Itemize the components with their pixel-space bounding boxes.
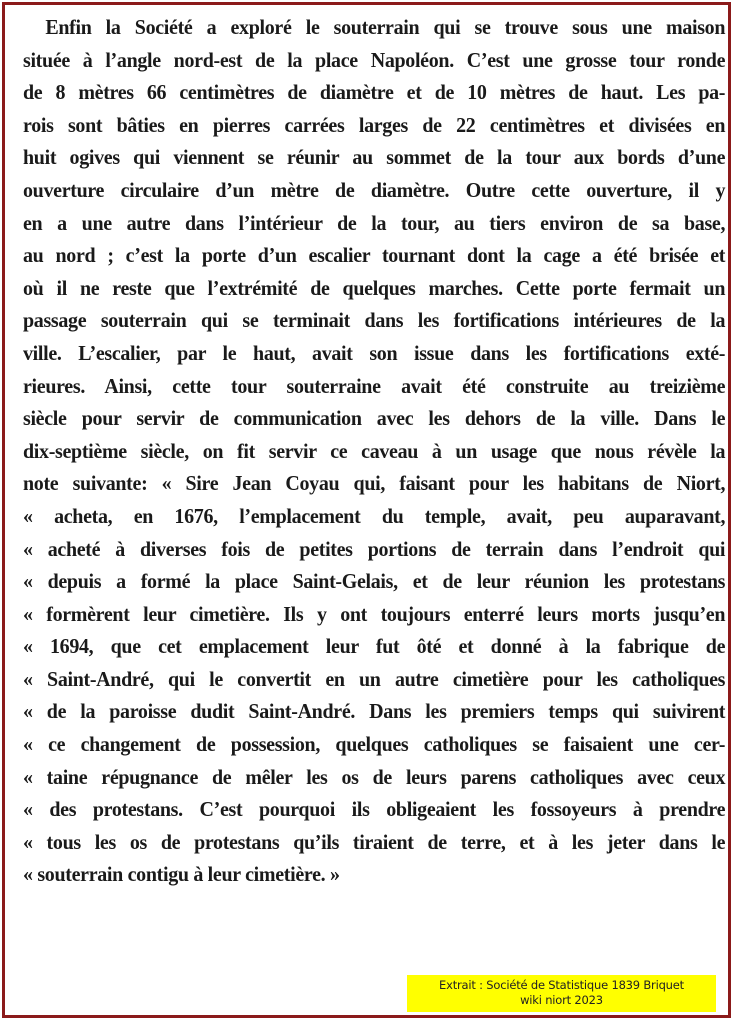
text-line: de 8 mètres 66 centimètres de diamètre et de 10 mètres de haut. Les pa- [23,80,726,105]
text-line: ville. L’escalier, par le haut, avait son issue dans les fortifications exté- [23,340,726,365]
text-line: située à l’angle nord-est de la place Napoléon. C’est une grosse tour ronde [23,47,726,72]
quote-line: « acheté à diverses fois de petites portions de terrain dans l’endroit qui [23,536,726,561]
text-line: huit ogives qui viennent se réunir au sommet de la tour aux bords d’une [23,145,726,170]
quote-line: « taine répugnance de mêler les os de leurs parens catholiques avec ceux [23,764,726,789]
text-line: passage souterrain qui se terminait dans les fortifications intérieures de la [23,308,726,333]
quote-line: « tous les os de protestans qu’ils tiraient de terre, et à les jeter dans le [23,829,726,854]
page-frame [2,2,731,1018]
text-line: rois sont bâties en pierres carrées larges de 22 centimètres et divisées en [23,112,726,137]
text-line: siècle pour servir de communication avec les dehors de la ville. Dans le [23,406,726,431]
quote-line: « formèrent leur cimetière. Ils y ont toujours enterré leurs morts jusqu’en [23,601,726,626]
source-caption [407,975,716,1012]
quote-line: « depuis a formé la place Saint-Gelais, et de leur réunion les protestans [23,569,726,594]
quote-line: « des protestans. C’est pourquoi ils obligeaient les fossoyeurs à prendre [23,797,726,822]
quote-line: « acheta, en 1676, l’emplacement du temple, avait, peu auparavant, [23,503,726,528]
text-line: au nord ; c’est la porte d’un escalier tournant dont la cage a été brisée et [23,243,726,268]
document-body [23,11,726,891]
quote-line: « de la paroisse dudit Saint-André. Dans les premiers temps qui suivirent [23,699,726,724]
quote-line-last: « souterrain contigu à leur cimetière. » [23,862,340,887]
text-line: en a une autre dans l’intérieur de la tour, au tiers environ de sa base, [23,210,726,235]
quote-line: « 1694, que cet emplacement leur fut ôté et donné à la fabrique de [23,634,726,659]
text-line: ouverture circulaire d’un mètre de diamètre. Outre cette ouverture, il y [23,177,726,202]
text-line: note suivante: « Sire Jean Coyau qui, faisant pour les habitans de Niort, [23,471,726,496]
text-line: où il ne reste que l’extrémité de quelques marches. Cette porte fermait un [23,275,726,300]
caption-source: Extrait : Société de Statistique 1839 Briquet [439,978,684,992]
quote-line: « ce changement de possession, quelques catholiques se faisaient une cer- [23,732,726,757]
caption-credit: wiki niort 2023 [520,993,603,1007]
text-line: rieures. Ainsi, cette tour souterraine avait été construite au treizième [23,373,726,398]
text-line: Enfin la Société a exploré le souterrain qui se trouve sous une maison [45,15,726,39]
quote-line: « Saint-André, qui le convertit en un autre cimetière pour les catholiques [23,666,726,691]
text-line: dix-septième siècle, on fit servir ce caveau à un usage que nous révèle la [23,438,726,463]
